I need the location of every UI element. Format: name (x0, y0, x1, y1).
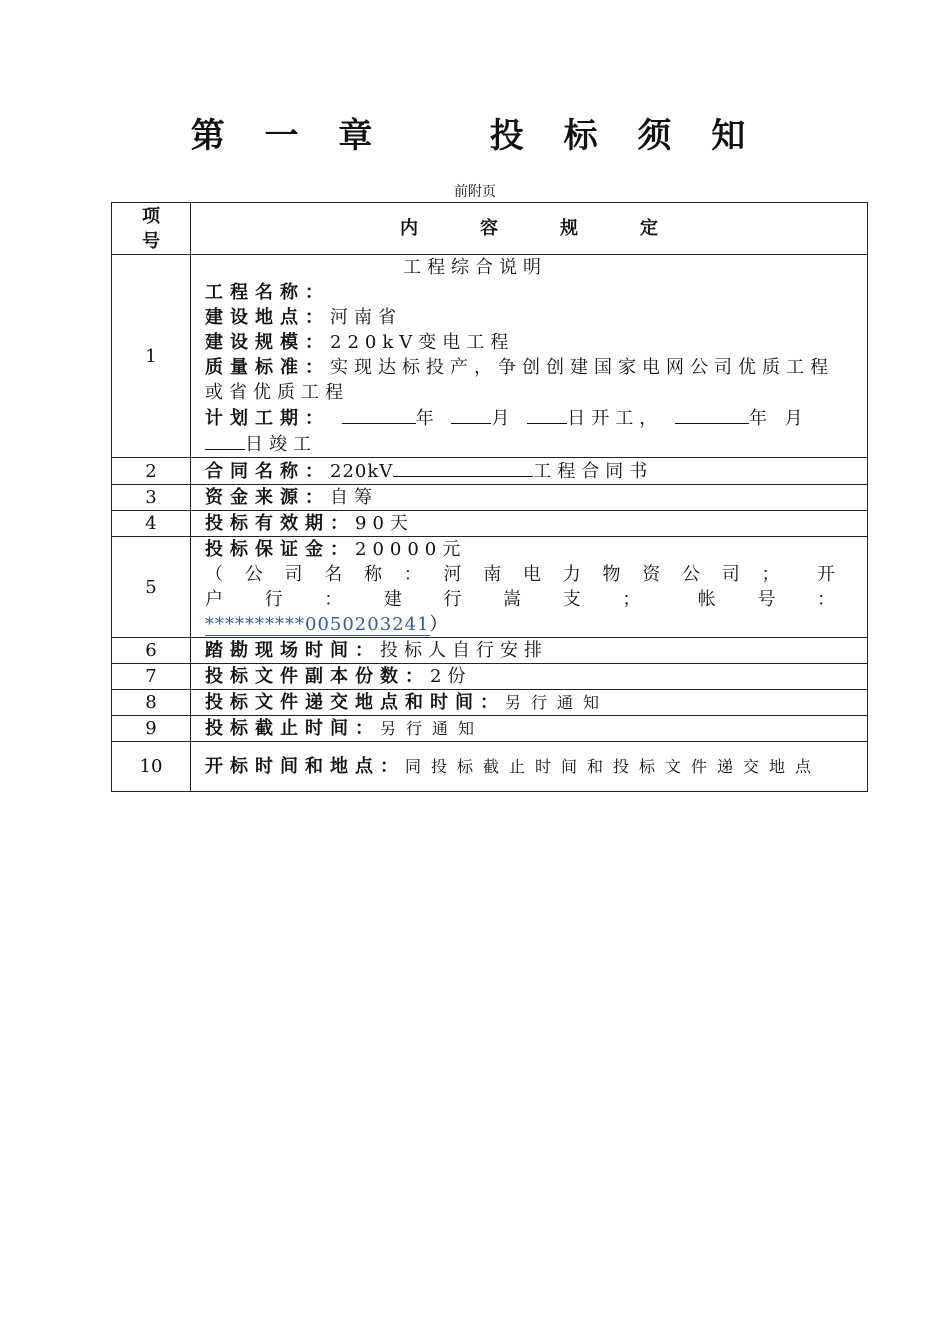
row-number: 5 (112, 537, 191, 638)
table-row (112, 690, 868, 716)
guarantee-line: （公司名称：河南电力物资公司； 开 (205, 564, 845, 585)
row-content (191, 664, 868, 690)
field-value: 2份 (430, 666, 472, 687)
field-key: 投标有效期： (205, 513, 355, 534)
field-value: 河南省 (330, 307, 402, 328)
blank-line (393, 458, 533, 477)
row-number: 2 (112, 458, 191, 485)
field-key: 合同名称： (205, 461, 330, 482)
row-content (191, 537, 868, 638)
row-number: 6 (112, 638, 191, 664)
row-number: 3 (112, 485, 191, 511)
table-row (112, 458, 868, 485)
row-content (191, 255, 868, 458)
row-number: 8 (112, 690, 191, 716)
table-row (112, 716, 868, 742)
header-char: 定 (640, 218, 658, 239)
field-value: 另行通知 (505, 693, 610, 712)
blank-line (527, 405, 567, 424)
table-row (112, 638, 868, 664)
field-key: 建设地点： (205, 307, 330, 328)
table-caption: 前附页 (454, 184, 496, 200)
table-row (112, 485, 868, 511)
field-key: 投标保证金： (205, 539, 355, 560)
blank-line (451, 405, 491, 424)
header-item-number (112, 203, 191, 255)
row-content (191, 458, 868, 485)
field-value: 工程合同书 (533, 461, 654, 482)
row-number: 10 (112, 742, 191, 792)
account-number: **********0050203241 (205, 614, 430, 635)
field-key: 踏勘现场时间： (205, 640, 380, 661)
header-char: 容 (480, 218, 498, 239)
field-text: 月 (784, 408, 809, 429)
field-value: 实现达标投产，争创创建国家电网公司优质工程或省优质工程 (205, 357, 834, 403)
field-key: 投标截止时间： (205, 718, 380, 739)
row-content (191, 485, 868, 511)
field-text: 月 (491, 408, 516, 429)
header-char: 规 (560, 218, 578, 239)
field-text: 年 (415, 408, 440, 429)
field-text: 年 (748, 408, 773, 429)
row-number: 4 (112, 511, 191, 537)
chapter-title: 第 一 章 投 标 须 知 (190, 116, 760, 156)
header-num-label: 项号 (142, 205, 160, 252)
field-key: 工程名称： (205, 282, 330, 303)
field-key: 开标时间和地点： (205, 756, 405, 777)
table-row (112, 664, 868, 690)
row-content (191, 716, 868, 742)
field-value: 20000元 (355, 539, 467, 560)
field-value: 另行通知 (380, 719, 485, 738)
row-number: 1 (112, 255, 191, 458)
project-overview-heading: 工程综合说明 (403, 257, 547, 278)
blank-line (205, 431, 245, 450)
field-text: 日开工， (567, 408, 664, 429)
field-key: 质量标准： (205, 357, 330, 378)
guarantee-line: 户行：建行嵩支； 帐号： (205, 589, 845, 610)
field-key: 资金来源： (205, 487, 330, 508)
field-key: 投标文件副本份数： (205, 666, 430, 687)
table-header-row (112, 203, 868, 255)
field-value: 投标人自行安排 (380, 640, 548, 661)
row-number: 7 (112, 664, 191, 690)
table-row (112, 742, 868, 792)
field-value: 同投标截止时间和投标文件递交地点 (405, 757, 822, 776)
table-row (112, 255, 868, 458)
row-content (191, 511, 868, 537)
field-value: 90天 (355, 513, 414, 534)
row-content (191, 742, 868, 792)
front-matter-table (111, 202, 868, 792)
row-content (191, 690, 868, 716)
field-text: 日竣工 (245, 434, 317, 455)
row-content (191, 638, 868, 664)
blank-line (342, 405, 416, 424)
field-key: 计划工期： (205, 408, 330, 429)
table-row (112, 511, 868, 537)
blank-line (675, 405, 749, 424)
table-row (112, 537, 868, 638)
field-text: ） (429, 614, 454, 635)
field-key: 建设规模： (205, 332, 330, 353)
row-number: 9 (112, 716, 191, 742)
header-content (191, 203, 868, 255)
field-value: 220kV (330, 461, 394, 482)
field-value: 自筹 (330, 487, 378, 508)
field-value: 220kV变电工程 (330, 332, 515, 353)
field-key: 投标文件递交地点和时间： (205, 692, 505, 713)
header-char: 内 (400, 218, 418, 239)
